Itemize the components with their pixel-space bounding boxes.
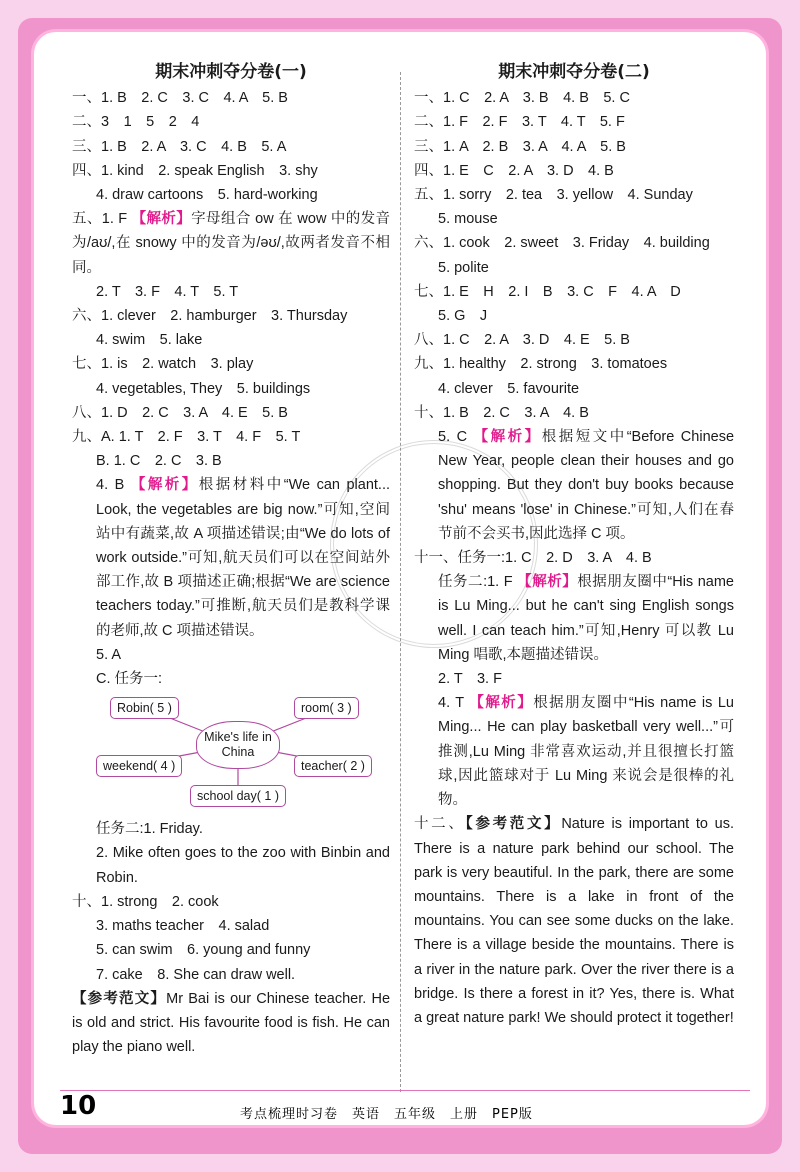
analysis-tag: 【解析】 bbox=[517, 574, 578, 591]
mind-node-room: room( 3 ) bbox=[294, 697, 359, 719]
footer bbox=[60, 1090, 750, 1125]
answer-line: 3. maths teacher 4. salad bbox=[96, 918, 270, 935]
answer-line: C. 任务一: bbox=[96, 671, 163, 688]
analysis-text: 根据材料中“We can plant... Look, the vegetables are big now.”可知,空间站中有蔬菜,故 A 项描述错误;由“We do lots of work outside.”可知,航天员们可以在空间站外部工作,故 B 项描述正确;根据“We are science teachers today.”可推断,航天员们是教科学课的老师,故 C 项描述错误。 bbox=[96, 477, 391, 639]
answer-line: 五、1. sorry 2. tea 3. yellow 4. Sunday bbox=[414, 187, 693, 204]
answer-line: 三、1. A 2. B 3. A 4. A 5. B bbox=[414, 138, 626, 155]
answer-line: 5. can swim 6. young and funny bbox=[96, 942, 311, 959]
answer-line: 4. vegetables, They 5. buildings bbox=[96, 380, 311, 397]
mind-node-robin: Robin( 5 ) bbox=[110, 697, 179, 719]
answer-line: 四、1. kind 2. speak English 3. shy bbox=[72, 162, 318, 179]
left-title: 期末冲刺夺分卷(一) bbox=[155, 62, 307, 82]
analysis-text: 字母组合 ow 在 wow 中的发音为/aʊ/,在 snowy 中的发音为/əʊ/,故两者发音不相同。 bbox=[72, 211, 391, 276]
answer-line: 三、1. B 2. A 3. C 4. B 5. A bbox=[72, 138, 287, 155]
answer-line: 5. polite bbox=[438, 259, 489, 276]
answer-line: 4. clever 5. favourite bbox=[438, 380, 580, 397]
analysis-text: 根据短文中“Before Chinese New Year, people clean their houses and go shopping. But they don't buy books because 'shu' means 'lose' in Chinese.”可知,人们在春节前不会买书,因此选择 C 项。 bbox=[438, 429, 735, 542]
sample-essay bbox=[414, 812, 734, 1030]
answer-line: 2. Mike often goes to the zoo with Binbin and Robin. bbox=[96, 845, 390, 886]
answer-line: 六、1. clever 2. hamburger 3. Thursday bbox=[72, 308, 348, 325]
answer-line: 5. A bbox=[96, 646, 121, 663]
analysis-text: 根据朋友圈中“His name is Lu Ming... He can play basketball very well...”可推测,Lu Ming 非常喜欢运动,并且很擅长打篮球,因此篮球对于 Lu Ming 来说会是很棒的礼物。 bbox=[438, 695, 734, 809]
answer-line: 二、3 1 5 2 4 bbox=[72, 114, 200, 131]
answer-line: 4. swim 5. lake bbox=[96, 332, 203, 349]
answer-line: 七、1. E H 2. I B 3. C F 4. A D bbox=[414, 283, 681, 300]
answer-label: 4. T bbox=[438, 695, 464, 712]
section-label: 十二、 bbox=[414, 816, 466, 833]
answer-line: 任务二:1. Friday. bbox=[96, 821, 203, 838]
analysis-text: 根据朋友圈中“His name is Lu Ming... but he can't sing English songs well. I can teach him.”可知,Henry 可以教 Lu Ming 唱歌,本题描述错误。 bbox=[438, 574, 735, 663]
analysis-tag: 【解析】 bbox=[131, 211, 192, 228]
essay-text: Nature is important to us. There is a nature park behind our school. The park is very beautiful. In the park, there are some mountains. There is a lake in front of the mountains. You can see some ducks on the lake. There is a village beside the mountains. There is a river in the nature park. Over the river there is a bridge. Is there a forest in it? Yes, there is. What a great nature park! We should protect it together! bbox=[414, 816, 735, 1026]
analysis-tag: 【解析】 bbox=[473, 429, 542, 446]
mind-node-center: Mike's life in China bbox=[196, 721, 280, 769]
explanation-block bbox=[72, 207, 390, 280]
answer-line: 7. cake 8. She can draw well. bbox=[96, 966, 296, 983]
page-number: 10 bbox=[60, 1091, 97, 1121]
answer-label: 4. B bbox=[96, 477, 125, 494]
answer-line: 九、A. 1. T 2. F 3. T 4. F 5. T bbox=[72, 429, 301, 446]
answer-line: 八、1. C 2. A 3. D 4. E 5. B bbox=[414, 332, 630, 349]
analysis-tag: 【解析】 bbox=[469, 695, 534, 712]
answer-line: B. 1. C 2. C 3. B bbox=[96, 453, 222, 470]
essay-tag: 【参考范文】 bbox=[72, 990, 167, 1007]
answer-line: 4. draw cartoons 5. hard-working bbox=[96, 187, 318, 204]
answer-line: 七、1. is 2. watch 3. play bbox=[72, 356, 254, 373]
answer-label: 任务二:1. F bbox=[438, 574, 513, 591]
mind-node-school-day: school day( 1 ) bbox=[190, 785, 286, 807]
right-title: 期末冲刺夺分卷(二) bbox=[498, 62, 650, 82]
answer-line: 一、1. B 2. C 3. C 4. A 5. B bbox=[72, 90, 288, 107]
book-info: 考点梳理时习卷 英语 五年级 上册 PEP版 bbox=[240, 1107, 533, 1122]
answer-line: 十、1. B 2. C 3. A 4. B bbox=[414, 404, 589, 421]
essay-text: Mr Bai is our Chinese teacher. He is old and strict. His favourite food is fish. He can play the piano well. bbox=[72, 990, 391, 1056]
explanation-block bbox=[414, 691, 734, 812]
left-column bbox=[72, 60, 390, 1059]
mind-node-weekend: weekend( 4 ) bbox=[96, 755, 182, 777]
answer-line: 六、1. cook 2. sweet 3. Friday 4. building bbox=[414, 235, 710, 252]
answer-line: 十、1. strong 2. cook bbox=[72, 893, 219, 910]
mind-map bbox=[72, 693, 390, 811]
answer-line: 十一、任务一:1. C 2. D 3. A 4. B bbox=[414, 550, 652, 567]
right-column bbox=[414, 60, 734, 1030]
answer-label: 5. C bbox=[438, 429, 468, 446]
analysis-tag: 【解析】 bbox=[130, 477, 199, 494]
answer-line: 九、1. healthy 2. strong 3. tomatoes bbox=[414, 356, 668, 373]
column-divider bbox=[400, 72, 401, 1092]
explanation-block bbox=[72, 473, 390, 642]
explanation-block bbox=[414, 425, 734, 546]
answer-line: 5. mouse bbox=[438, 211, 498, 228]
answer-line: 5. G J bbox=[438, 308, 488, 325]
explanation-block bbox=[414, 570, 734, 667]
answer-line: 四、1. E C 2. A 3. D 4. B bbox=[414, 162, 614, 179]
mind-node-teacher: teacher( 2 ) bbox=[294, 755, 372, 777]
sample-essay bbox=[72, 987, 390, 1060]
essay-tag: 【参考范文】 bbox=[465, 816, 562, 833]
answer-line: 二、1. F 2. F 3. T 4. T 5. F bbox=[414, 114, 625, 131]
answer-label: 五、1. F bbox=[72, 211, 128, 228]
answer-line: 2. T 3. F bbox=[438, 671, 502, 688]
answer-line: 八、1. D 2. C 3. A 4. E 5. B bbox=[72, 404, 288, 421]
answer-line: 2. T 3. F 4. T 5. T bbox=[96, 283, 239, 300]
answer-line: 一、1. C 2. A 3. B 4. B 5. C bbox=[414, 90, 630, 107]
